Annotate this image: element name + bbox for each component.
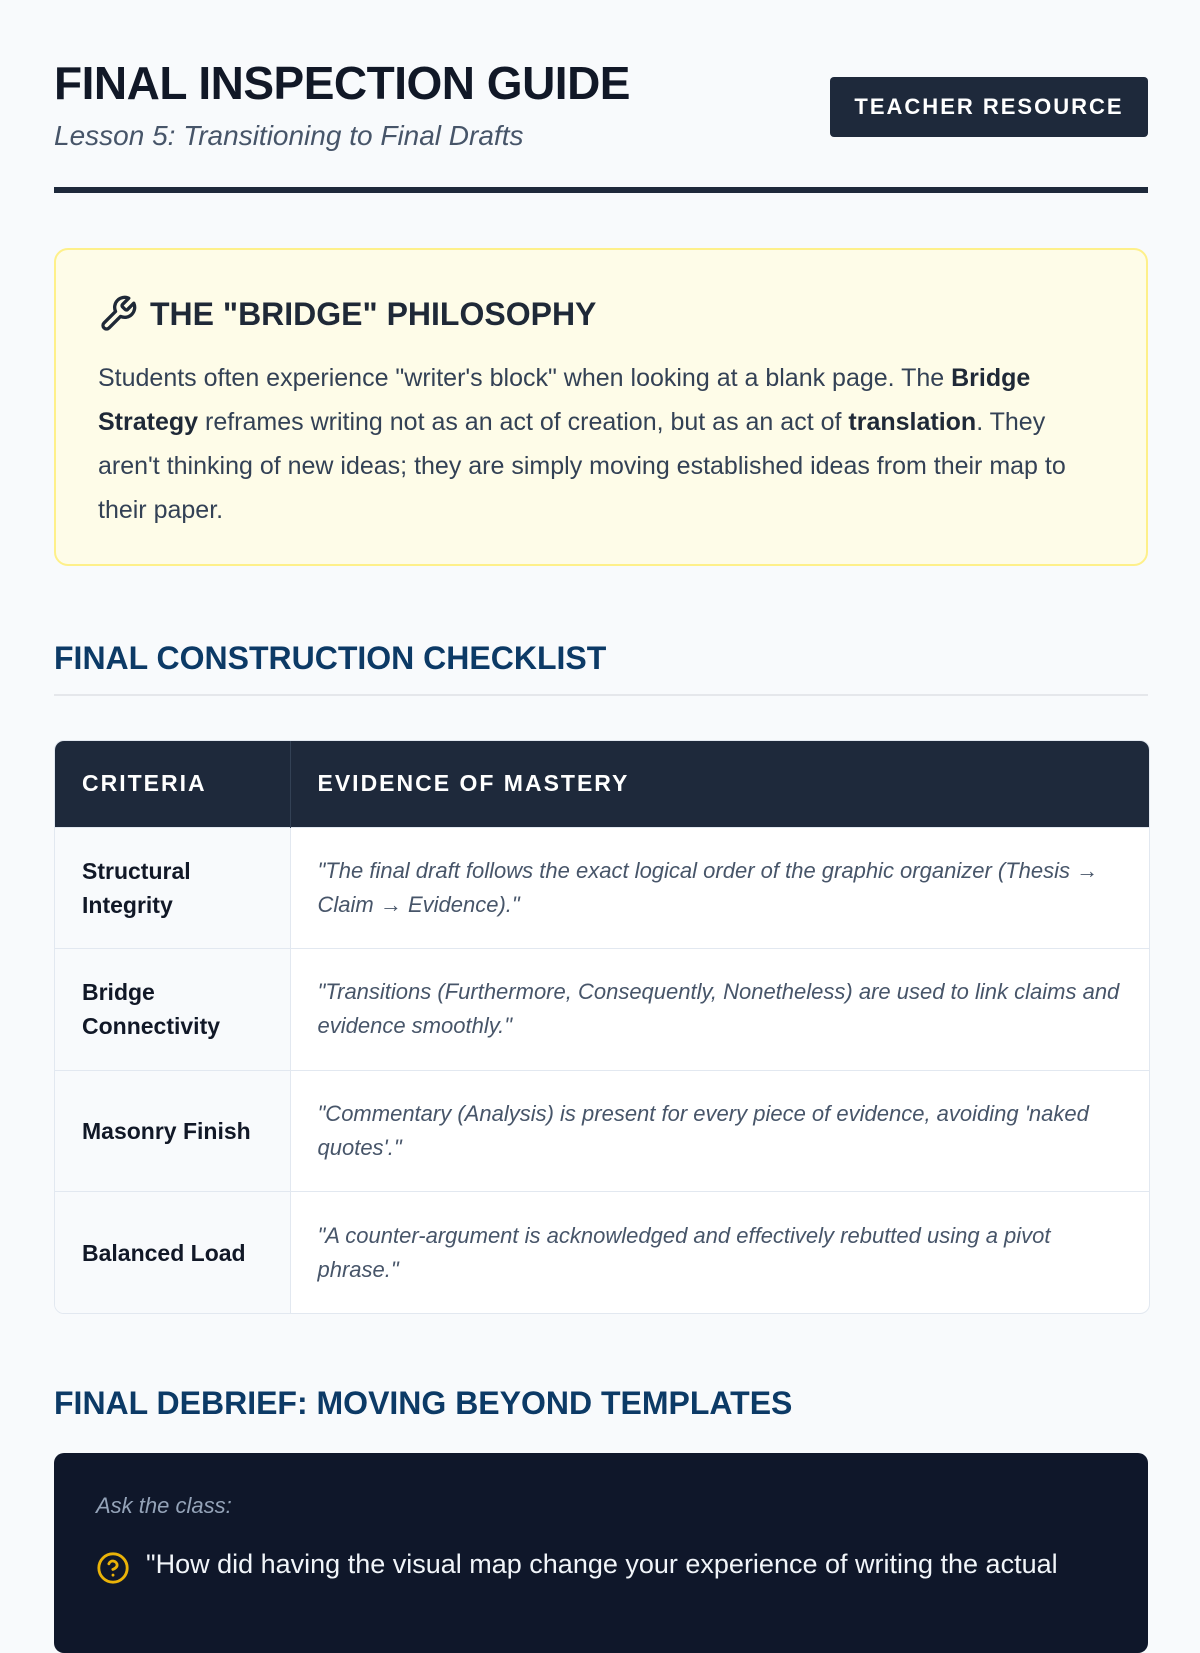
- criteria-cell: Masonry Finish: [55, 1070, 290, 1192]
- column-header-criteria: CRITERIA: [55, 741, 290, 827]
- checklist-divider: [54, 694, 1148, 696]
- bridge-strategy-term: Bridge Strategy: [98, 364, 1031, 436]
- table-header-row: [55, 741, 1149, 827]
- bridge-text-part-2: reframes writing not as an act of creation, but as an act of: [198, 408, 849, 436]
- evidence-cell: "Commentary (Analysis) is present for every piece of evidence, avoiding 'naked quotes'.": [290, 1070, 1149, 1192]
- checklist-table: [54, 740, 1150, 1314]
- criteria-cell: Bridge Connectivity: [55, 949, 290, 1071]
- evidence-cell: "A counter-argument is acknowledged and effectively rebutted using a pivot phrase.": [290, 1192, 1149, 1314]
- bridge-title: THE "BRIDGE" PHILOSOPHY: [150, 295, 597, 332]
- debrief-heading: FINAL DEBRIEF: MOVING BEYOND TEMPLATES: [54, 1385, 793, 1421]
- page-subtitle: Lesson 5: Transitioning to Final Drafts: [54, 120, 524, 151]
- question-circle-icon: [96, 1551, 130, 1585]
- evidence-cell: "The final draft follows the exact logical order of the graphic organizer (Thesis → Claim → Evidence).": [290, 827, 1149, 949]
- bridge-text-part-1: Students often experience "writer's block" when looking at a blank page. The: [98, 364, 952, 392]
- checklist-heading: FINAL CONSTRUCTION CHECKLIST: [54, 640, 607, 676]
- translation-term: translation: [848, 408, 977, 436]
- column-header-evidence: EVIDENCE OF MASTERY: [290, 741, 1149, 827]
- bridge-description: [98, 356, 1104, 532]
- evidence-cell: "Transitions (Furthermore, Consequently, Nonetheless) are used to link claims and evidence smoothly.": [290, 949, 1149, 1071]
- criteria-cell: Structural Integrity: [55, 827, 290, 949]
- page-title: FINAL INSPECTION GUIDE: [54, 57, 630, 109]
- bridge-philosophy-card: [54, 248, 1148, 566]
- table-row: [55, 827, 1149, 949]
- debrief-box: [54, 1453, 1148, 1653]
- page-header: [54, 56, 1148, 196]
- question-text: "How did having the visual map change your experience of writing the actual: [146, 1549, 1058, 1579]
- table-row: [55, 1070, 1149, 1192]
- table-row: [55, 949, 1149, 1071]
- table-row: [55, 1192, 1149, 1314]
- bridge-text-part-3: . They aren't thinking of new ideas; they are simply moving established ideas from their map to their paper.: [98, 408, 1066, 524]
- criteria-cell: Balanced Load: [55, 1192, 290, 1314]
- debrief-question: [96, 1545, 1106, 1585]
- bridge-heading: [98, 292, 1104, 336]
- header-divider: [54, 187, 1148, 193]
- teacher-resource-badge: TEACHER RESOURCE: [830, 77, 1148, 137]
- ask-label: Ask the class:: [96, 1493, 232, 1518]
- wrench-icon: [98, 294, 138, 334]
